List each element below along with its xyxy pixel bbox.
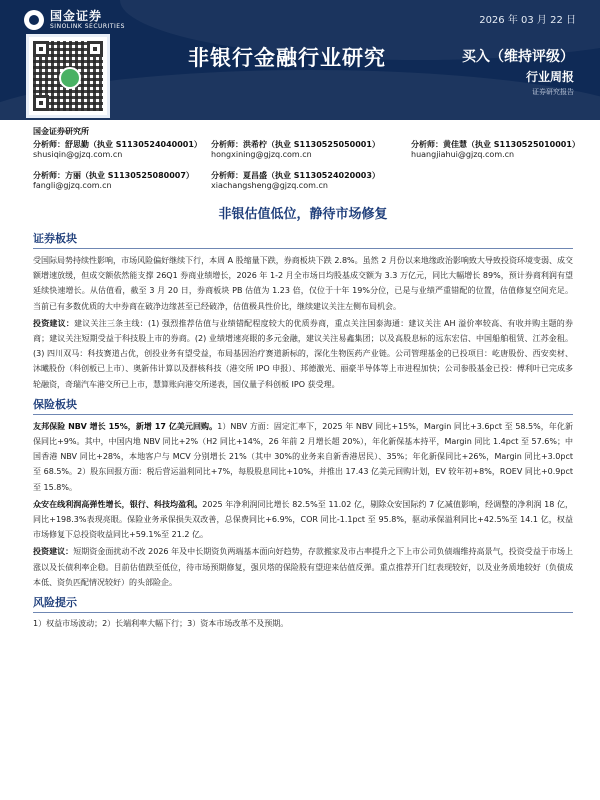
advice-lead: 投资建议： (33, 547, 74, 557)
insurance-paragraph (33, 419, 573, 495)
analyst-email[interactable]: huangjiahui@gjzq.com.cn (411, 150, 515, 159)
report-type: 行业周报 (525, 70, 574, 84)
paragraph-lead: 众安在线利润高弹性增长，银行、科技均盈利。 (33, 499, 203, 509)
analyst-name: 分析师：黄佳慧（执业 S1130525010001） (411, 140, 580, 149)
insurance-paragraph (33, 497, 573, 543)
analyst-email[interactable]: fangli@gjzq.com.cn (33, 181, 112, 190)
analyst-entry (33, 171, 211, 191)
analyst-entry (411, 140, 581, 160)
analyst-name: 分析师：方丽（执业 S1130525080007） (33, 171, 194, 180)
company-logo (24, 10, 125, 30)
institute-name: 国金证券研究所 (33, 127, 89, 136)
risk-text: 1）权益市场波动；2）长端利率大幅下行；3）资本市场改革不及预期。 (33, 619, 289, 629)
report-body (33, 126, 580, 631)
insurance-advice-paragraph (33, 544, 573, 590)
paragraph-lead: 友邦保险 NBV 增长 15%，新增 17 亿美元回购。 (33, 421, 218, 431)
section-heading-securities: 证券板块 (33, 230, 573, 249)
advice-text: 短期资金面扰动不改 2026 年及中长期资负两端基本面向好趋势，存款搬家及市占率提升之下上市公司负债端维持高景气，投资受益于市场上涨以及长债利率企稳。目前估值跌至低位，待市场预期修复，强贝塔的保险股有望迎来估值反弹。重点推荐开门红表现较好，以及业务质地较好（负债成本低、资负匹配情况较好）的头部险企。 (33, 547, 573, 587)
analyst-name: 分析师：洪希柠（执业 S1130525050001） (211, 140, 380, 149)
paragraph-text: 1）NBV 方面：固定汇率下，2025 年 NBV 同比+15%，Margin 同比+3.6pct 至 58.5%，年化新保同比+9%。其中，中国内地 NBV 同比+2%（H2 同比+14%，26 年前 2 月增长超 20%），年化新保基本持平，Margin 同比 1.4pct 至 57.6%；中国香港 NBV 同比+28%，本地客户与 MCV 分别增长 21%（其中 30%的业务来自新香港居民）、35%；年化新保同比+26%，Margin 同比+3.0pct 至 68.5%。2）股东回报方面：税后营运溢利同比+7%，每股股息同比+10%，并推出 17.43 亿美元回购计划，EV 较年初+8%，ROEV 同比+0.9pct 至 15.8%。 (33, 421, 573, 492)
analyst-entry (211, 140, 411, 160)
logo-en-text: SINOLINK SECURITIES (50, 23, 125, 30)
analyst-entry (211, 171, 411, 191)
logo-cn-text: 国金证券 (50, 9, 103, 23)
advice-lead: 投资建议： (33, 318, 75, 328)
report-category: 证券研究报告 (532, 88, 574, 96)
analyst-list (33, 140, 580, 191)
section-heading-risk: 风险提示 (33, 594, 573, 613)
analyst-email[interactable]: shusiqin@gjzq.com.cn (33, 150, 123, 159)
analyst-name: 分析师：舒思勤（执业 S1130524040001） (33, 140, 202, 149)
paragraph-text: 2025 年净利润同比增长 82.5%至 11.02 亿，剔除众安国际约 7 亿减值影响，经调整的净利润 18 亿，同比+198.3%表现亮眼。保险业务承保损失双改善，总保费同比+6.9%，COR 同比-1.1pct 至 95.8%，驱动承保溢利同比+42.5%至 14.1 亿，权益市场修复下总投资收益同比+59.1%至 21.2 亿。 (33, 499, 574, 540)
analyst-name: 分析师：夏昌盛（执业 S1130524020003） (211, 171, 380, 180)
analyst-email[interactable]: xiachangsheng@gjzq.com.cn (211, 181, 328, 190)
advice-text: 建议关注三条主线：(1) 强烈推荐估值与业绩错配程度较大的优质券商，重点关注国泰海通：建议关注 AH 溢价率较高、有收并购主题的券商；建议关注短期受益于科技股上市的券商。(2) 业绩增速亮眼的多元金融，建议关注易鑫集团；以及高股息标的远东宏信、中国船舶租赁、江苏金租。(3) 四川双马：科技赛道占优，创投业务有望受益，布局基因治疗赛道新标的，深化生物医药产业链。公司管理基金的已投项目：屹唐股份、西安奕材、沐曦股份（科创板已上市）、奥新伟计算以及群核科技（港交所 IPO 申报）、邦德激光、丽豪半导体等上市进程加快；公司参股基金已投：傅利叶已完成多轮融资，奇瑞汽车港交所已上市，慧算账向港交所递表，国仪量子科创板 IPO 获受理。 (33, 318, 573, 389)
securities-advice-paragraph (33, 316, 573, 392)
report-subtitle: 非银估值低位，静待市场修复 (218, 207, 388, 222)
report-title: 非银行金融行业研究 (188, 46, 386, 70)
report-date: 2026 年 03 月 22 日 (479, 15, 576, 26)
analyst-entry (33, 140, 211, 160)
report-header (0, 0, 600, 120)
securities-paragraph: 受国际局势持续性影响，市场风险偏好继续下行，本周 A 股缩量下跌，券商板块下跌 2.8%。虽然 2 月份以来地缘政治影响致大导致投资环境变弱、成交额增速放缓，但成交额依然能支撑 26Q1 券商业绩增长，2026 年 1-2 月全市场日均股基成交额为 3.3 万亿元，同比大幅增长 89%，预计券商利润有望延续快速增长。从估值看，截至 3 月 20 日，券商板块 PB 估值为 1.23 倍，仅位于十年 19%分位，已是与业绩严重错配的位置，估值修复空间充足。当前已有多数优质的大中券商在破净边缘甚至已经破净，估值极具性价比，继续建议关注左侧布局机会。 (33, 256, 573, 311)
qr-code-icon (26, 34, 110, 118)
rating-label: 买入（维持评级） (462, 49, 574, 65)
section-heading-insurance: 保险板块 (33, 396, 573, 415)
logo-icon (24, 10, 44, 30)
analyst-email[interactable]: hongxining@gjzq.com.cn (211, 150, 312, 159)
